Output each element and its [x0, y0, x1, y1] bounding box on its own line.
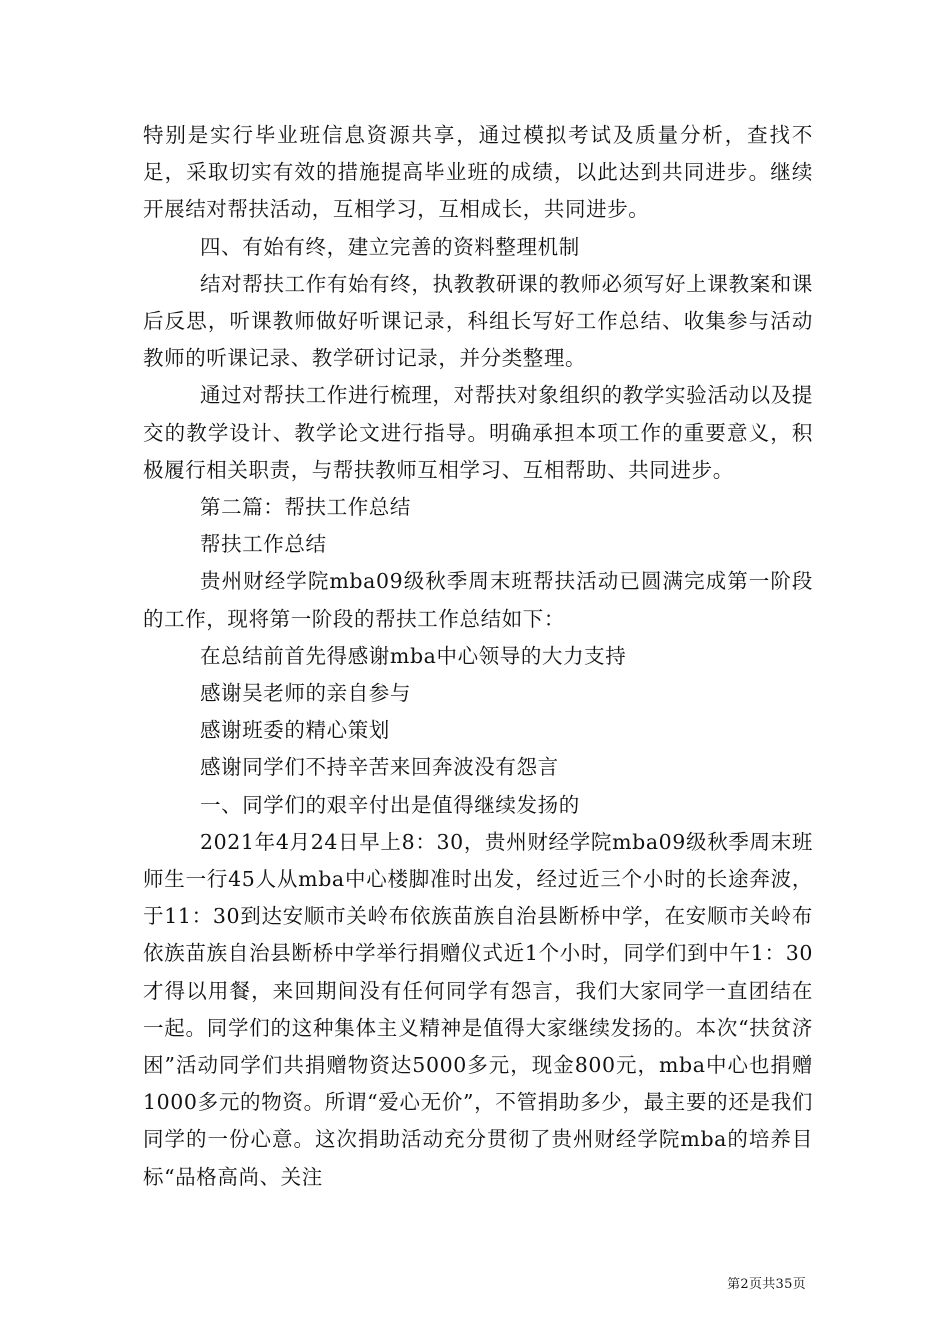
thanks-line-4: 感谢同学们不持辛苦来回奔波没有怨言: [200, 755, 559, 780]
thanks-line-1: 在总结前首先得感谢mba中心领导的大力支持: [200, 643, 627, 668]
paragraph-4: 通过对帮扶工作进行梳理，对帮扶对象组织的教学实验活动以及提交的教学设计、教学论文进行指导。明确承担本项工作的重要意义，积极履行相关职责，与帮扶教师互相学习、互相帮助、共同进步。: [143, 383, 813, 482]
page-number: 第2页共35页: [727, 1277, 806, 1292]
thanks-line-3: 感谢班委的精心策划: [200, 718, 390, 743]
paragraph-1: 特别是实行毕业班信息资源共享，通过模拟考试及质量分析，查找不足，采取切实有效的措施提高毕业班的成绩，以此达到共同进步。继续开展结对帮扶活动，互相学习，互相成长，共同进步。: [143, 123, 813, 222]
chapter-heading-2: 第二篇：帮扶工作总结: [200, 495, 411, 520]
document-body: [143, 117, 813, 1196]
section-heading-1: 一、同学们的艰辛付出是值得继续发扬的: [200, 792, 580, 817]
section-heading-4: 四、有始有终，建立完善的资料整理机制: [200, 234, 580, 259]
thanks-line-2: 感谢吴老师的亲自参与: [200, 681, 411, 706]
paragraph-13: 2021年4月24日早上8：30，贵州财经学院mba09级秋季周末班师生一行45人从mba中心楼脚准时出发，经过近三个小时的长途奔波，于11：30到达安顺市关岭布依族苗族自治县断桥中学，在安顺市关岭布依族苗族自治县断桥中学举行捐赠仪式近1个小时，同学们到中午1：30才得以用餐，来回期间没有任何同学有怨言，我们大家同学一直团结在一起。同学们的这种集体主义精神是值得大家继续发扬的。本次“扶贫济困”活动同学们共捐赠物资达5000多元，现金800元，mba中心也捐赠1000多元的物资。所谓“爱心无价”，不管捐助多少，最主要的还是我们同学的一份心意。这次捐助活动充分贯彻了贵州财经学院mba的培养目标“品格高尚、关注: [143, 829, 813, 1189]
document-title: 帮扶工作总结: [200, 532, 327, 557]
paragraph-7: 贵州财经学院mba09级秋季周末班帮扶活动已圆满完成第一阶段的工作，现将第一阶段的帮扶工作总结如下：: [143, 569, 813, 631]
paragraph-3: 结对帮扶工作有始有终，执教教研课的教师必须写好上课教案和课后反思，听课教师做好听课记录，科组长写好工作总结、收集参与活动教师的听课记录、教学研讨记录，并分类整理。: [143, 271, 813, 371]
